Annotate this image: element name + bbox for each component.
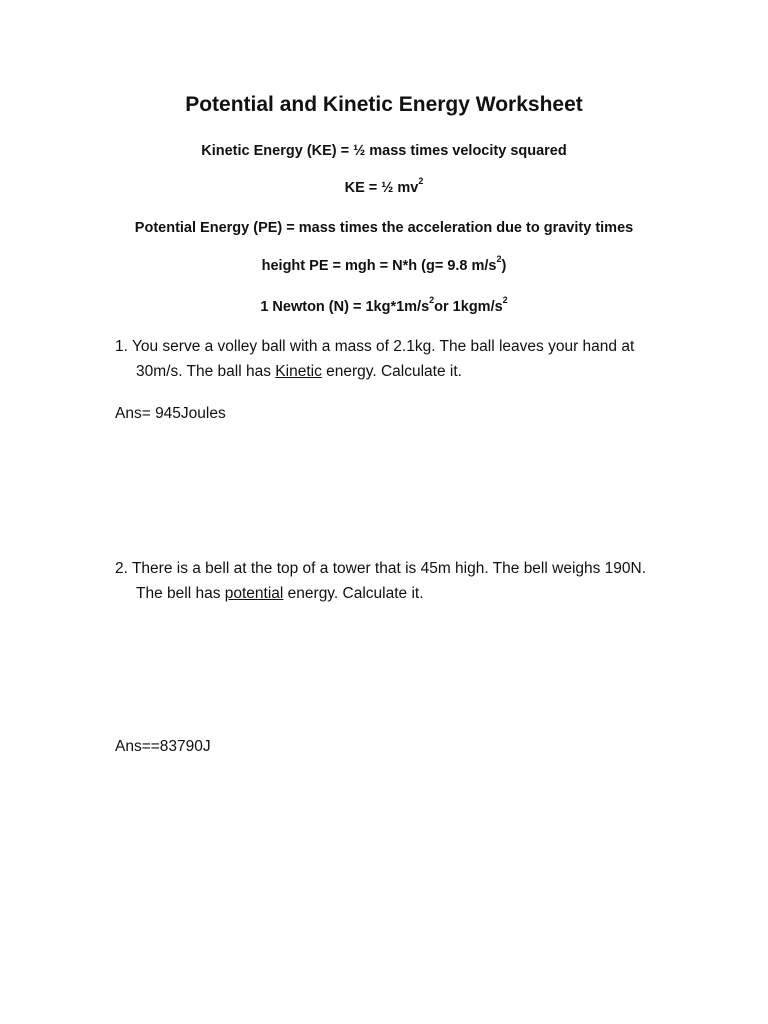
question-1-line2: [115, 359, 695, 384]
newton-exponent-2: 2: [502, 295, 508, 306]
question-2-keyword: potential: [224, 585, 284, 602]
question-1-line1: 1. You serve a volley ball with a mass of 2.1kg. The ball leaves your hand at: [115, 338, 635, 355]
ke-formula-exponent: 2: [418, 176, 424, 187]
question-2: [115, 556, 695, 606]
question-2-line2-pre: The bell has: [136, 585, 225, 602]
question-2-line2: [115, 581, 695, 606]
pe-formula-suffix: ): [501, 258, 507, 274]
pe-definition: Potential Energy (PE) = mass times the acceleration due to gravity times: [134, 220, 634, 236]
newton-definition: [0, 295, 768, 315]
question-1-line2-post: energy. Calculate it.: [321, 363, 462, 380]
ke-formula: [0, 176, 768, 196]
question-1-keyword: Kinetic: [275, 363, 322, 380]
answer-2: Ans==83790J: [115, 738, 211, 755]
question-1: [115, 334, 695, 384]
question-1-line2-pre: 30m/s. The ball has: [136, 363, 276, 380]
question-2-line1: 2. There is a bell at the top of a tower that is 45m high. The bell weighs 190N.: [115, 560, 647, 577]
newton-exponent-1: 2: [429, 295, 435, 306]
pe-formula-exponent: 2: [496, 254, 502, 265]
answer-1: Ans= 945Joules: [115, 405, 226, 422]
newton-part1: 1 Newton (N) = 1kg*1m/s: [260, 299, 430, 315]
newton-part2: or 1kgm/s: [434, 299, 503, 315]
pe-formula-prefix: height PE = mgh = N*h (g= 9.8 m/s: [261, 258, 497, 274]
pe-formula: [0, 254, 768, 274]
question-2-line2-post: energy. Calculate it.: [283, 585, 424, 602]
ke-formula-text: KE = ½ mv: [344, 180, 419, 196]
ke-definition: Kinetic Energy (KE) = ½ mass times velocity squared: [201, 143, 567, 159]
page-title: Potential and Kinetic Energy Worksheet: [185, 93, 583, 116]
